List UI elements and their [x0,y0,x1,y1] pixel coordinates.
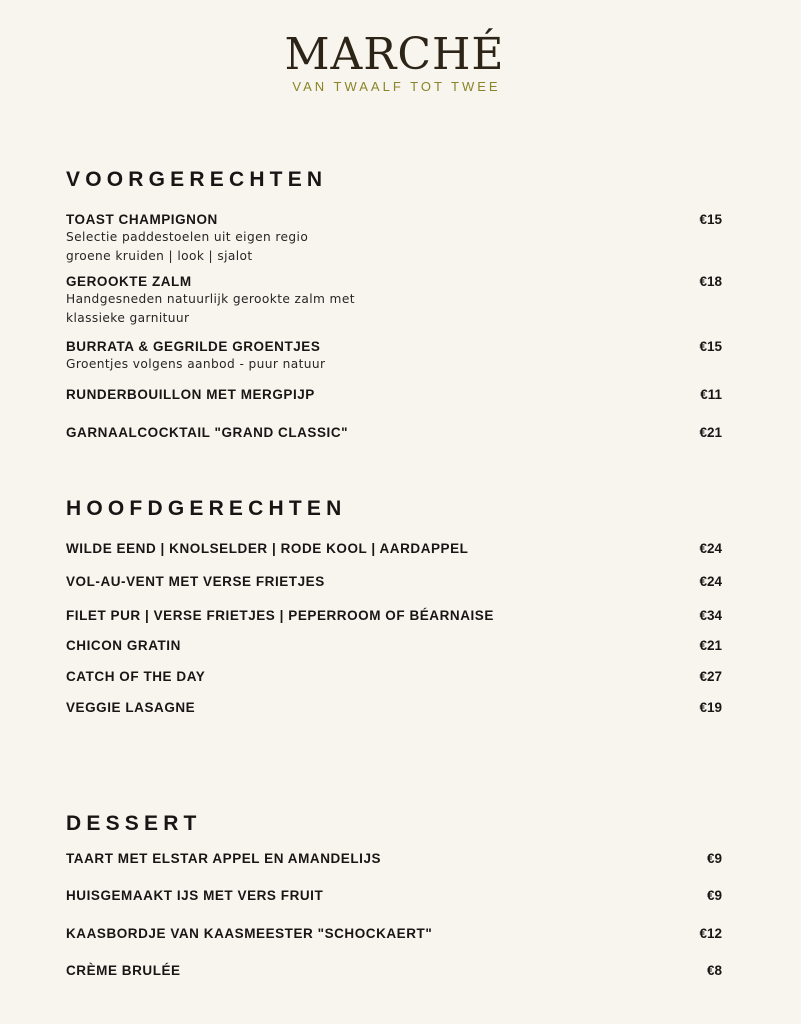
menu-item-price: €9 [706,888,722,903]
menu-item [66,637,722,654]
menu-item-name: GARNAALCOCKTAIL "GRAND CLASSIC" [66,425,349,440]
menu-item [66,211,722,265]
menu-item-price: €19 [699,700,722,715]
menu-item-price: €24 [699,574,722,589]
menu-item [66,668,722,685]
menu-item-price: €21 [699,425,722,440]
menu-item-description: groene kruiden | look | sjalot [66,248,253,263]
menu-item-description: Selectie paddestoelen uit eigen regio [66,230,309,244]
menu-item-name: RUNDERBOUILLON MET MERGPIJP [66,387,315,402]
menu-item [66,887,722,904]
menu-item-name: KAASBORDJE VAN KAASMEESTER "SCHOCKAERT" [66,926,433,941]
menu-item-name: CATCH OF THE DAY [66,669,206,684]
menu-item-name: FILET PUR | VERSE FRIETJES | PEPERROOM OF BÉARNAISE [66,608,494,623]
section-title-hoofdgerechten: HOOFDGERECHTEN [66,497,347,520]
menu-item [66,540,722,557]
menu-item [66,338,722,374]
menu-item [66,424,722,441]
menu-item [66,925,722,942]
menu-item-price: €18 [699,274,722,289]
menu-item-price: €12 [699,926,722,941]
menu-item [66,573,722,590]
menu-item [66,962,722,979]
menu-item-price: €8 [706,963,722,978]
menu-item-description: Handgesneden natuurlijk gerookte zalm met [66,292,355,306]
menu-item [66,273,722,327]
menu-item [66,699,722,716]
menu-item-price: €27 [699,669,722,684]
menu-item-price: €9 [706,851,722,866]
menu-item [66,850,722,867]
menu-item-name: CRÈME BRULÉE [66,963,181,978]
menu-item-price: €11 [700,387,722,402]
menu-item-name: TAART MET ELSTAR APPEL EN AMANDELIJS [66,851,382,866]
menu-item-description: klassieke garnituur [66,310,190,325]
menu-item-description: Groentjes volgens aanbod - puur natuur [66,357,326,371]
menu-item-name: TOAST CHAMPIGNON [66,212,218,227]
menu-item [66,607,722,624]
menu-item-price: €15 [699,339,722,354]
menu-item-price: €15 [699,212,722,227]
menu-item-name: VEGGIE LASAGNE [66,700,196,715]
menu-item-price: €24 [699,541,722,556]
menu-item-name: HUISGEMAAKT IJS MET VERS FRUIT [66,888,324,903]
menu-item-name: WILDE EEND | KNOLSELDER | RODE KOOL | AARDAPPEL [66,541,469,556]
restaurant-name: MARCHÉ [284,29,505,80]
menu-item [66,386,722,403]
menu-item-name: BURRATA & GEGRILDE GROENTJES [66,339,321,354]
menu-item-name: VOL-AU-VENT MET VERSE FRIETJES [66,574,325,589]
menu-item-name: CHICON GRATIN [66,638,181,653]
section-title-voorgerechten: VOORGERECHTEN [66,168,328,191]
menu-item-price: €34 [699,608,722,623]
restaurant-tagline: VAN TWAALF TOT TWEE [292,79,501,94]
menu-item-name: GEROOKTE ZALM [66,274,192,289]
section-title-dessert: DESSERT [66,812,202,835]
menu-item-price: €21 [699,638,722,653]
